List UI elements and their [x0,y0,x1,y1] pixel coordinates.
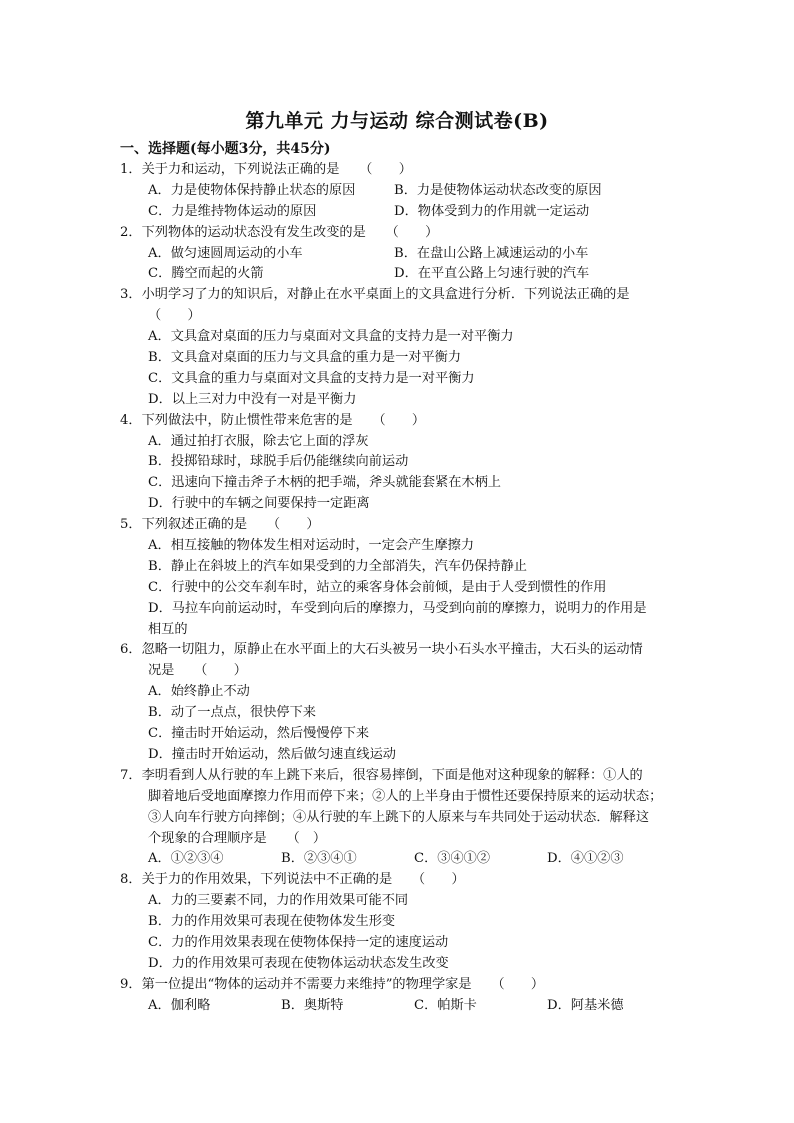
question-stem-text: 况是 （ ） [148,663,247,679]
option-row [120,996,680,1017]
question-stem-text: 脚着地后受地面摩擦力作用而停下来；②人的上半身由于惯性还要保持原来的运动状态； [148,788,663,804]
question-2 [120,223,680,286]
question-stem-text: 小明学习了力的知识后，对静止在水平桌面上的文具盒进行分析．下列说法正确的是 [141,287,630,303]
answer-option: B．动了一点点，很快停下来 [148,705,316,721]
answer-option: C．力的作用效果表现在使物体保持一定的速度运动 [148,934,449,950]
answer-option: 相互的 [148,621,188,637]
answer-option: C．③④①② [414,851,491,867]
answer-option: B．奥斯特 [281,997,344,1013]
question-stem [120,766,680,787]
question-stem [120,787,680,808]
question-number: 6． [120,642,142,658]
answer-option: A．①②③④ [148,851,224,867]
question-stem [120,223,680,244]
question-5 [120,515,680,640]
answer-option: C．行驶中的公交车刹车时，站立的乘客身体会前倾，是由于人受到惯性的作用 [148,579,607,595]
question-6 [120,640,680,765]
question-1 [120,160,680,223]
answer-option: C．撞击时开始运动，然后慢慢停下来 [148,726,370,742]
answer-option: D．④①②③ [547,851,624,867]
question-stem-text: （ ） [148,308,201,324]
answer-option: C．迅速向下撞击斧子木柄的把手端，斧头就能套紧在木柄上 [148,475,501,491]
option-row [120,181,680,202]
question-number: 1． [120,162,142,177]
question-stem-text: 下列叙述正确的是 （ ） [141,517,320,533]
answer-option: D．撞击时开始运动，然后做匀速直线运动 [148,746,396,762]
answer-option: D．物体受到力的作用就一定运动 [394,203,590,219]
answer-option: C．帕斯卡 [414,997,477,1013]
answer-option: B．力是使物体运动状态改变的原因 [394,182,602,198]
answer-option: D．在平直公路上匀速行驶的汽车 [394,266,590,282]
answer-option: D．行驶中的车辆之间要保持一定距离 [148,496,370,512]
question-stem [120,661,680,682]
question-stem [120,870,680,891]
answer-option: D．力的作用效果可表现在使物体运动状态发生改变 [148,955,449,971]
option-row [120,849,680,870]
answer-option: A．伽利略 [148,997,211,1013]
answer-option: A．相互接触的物体发生相对运动时，一定会产生摩擦力 [148,538,475,554]
question-number: 3． [120,287,142,303]
page-title: 第九单元 力与运动 综合测试卷(B) [245,110,549,132]
question-9 [120,975,680,1017]
answer-option: C．腾空而起的火箭 [148,266,264,282]
answer-option: B．在盘山公路上减速运动的小车 [394,245,589,261]
question-stem [120,285,680,306]
answer-option: C．文具盒的重力与桌面对文具盒的支持力是一对平衡力 [148,370,475,386]
question-number: 8． [120,872,142,888]
question-stem-text: 李明看到人从行驶的车上跳下来后，很容易摔倒，下面是他对这种现象的解释：①人的 [141,767,643,783]
question-stem-text: 下列物体的运动状态没有发生改变的是 （ ） [141,224,439,240]
question-list [120,160,680,1017]
question-stem-text: 关于力的作用效果，下列说法中不正确的是 （ ） [141,872,465,888]
question-stem-text: 下列做法中，防止惯性带来危害的是 （ ） [141,412,426,428]
question-stem-text: 第一位提出“物体的运动并不需要力来维持”的物理学家是 （ ） [141,976,545,992]
answer-option: D．阿基米德 [547,997,624,1013]
option-row [120,264,680,285]
question-stem [120,808,680,829]
answer-option: A．始终静止不动 [148,684,250,700]
answer-option: A．力是使物体保持静止状态的原因 [148,182,356,198]
question-number: 7． [120,767,142,783]
answer-option: B．投掷铅球时，球脱手后仍能继续向前运动 [148,454,409,470]
question-stem-text: ③人向车行驶方向摔倒；④从行驶的车上跳下的人原来与车共同处于运动状态．解释这 [148,809,650,825]
answer-option: B．②③④① [281,851,357,867]
question-stem [120,975,680,996]
answer-option: D．以上三对力中没有一对是平衡力 [148,391,357,407]
answer-option: B．静止在斜坡上的汽车如果受到的力全部消失，汽车仍保持静止 [148,558,527,574]
question-number: 4． [120,412,142,428]
question-number: 2． [120,224,142,240]
question-stem-text: 关于力和运动，下列说法正确的是 （ ） [141,162,412,177]
question-stem [120,306,680,327]
answer-option: D．马拉车向前运动时，车受到向后的摩擦力，马受到向前的摩擦力，说明力的作用是 [148,600,647,616]
question-stem [120,515,680,536]
question-number: 9． [120,976,142,992]
option-row [120,202,680,223]
question-stem [120,160,680,181]
question-4 [120,411,680,515]
option-row [120,244,680,265]
section-heading: 一、选择题(每小题3分，共45分) [120,141,331,157]
question-3 [120,285,680,410]
answer-option: A．做匀速圆周运动的小车 [148,245,303,261]
question-number: 5． [120,517,142,533]
question-stem [120,411,680,432]
answer-option: C．力是维持物体运动的原因 [148,203,317,219]
question-stem-text: 忽略一切阻力，原静止在水平面上的大石头被另一块小石头水平撞击，大石头的运动情 [141,642,643,658]
question-8 [120,870,680,974]
answer-option: A．通过拍打衣服，除去它上面的浮灰 [148,433,369,449]
answer-option: A．力的三要素不同，力的作用效果可能不同 [148,893,409,909]
question-stem-text: 个现象的合理顺序是 （ ） [148,830,327,846]
question-stem [120,640,680,661]
question-stem [120,829,680,850]
answer-option: A．文具盒对桌面的压力与桌面对文具盒的支持力是一对平衡力 [148,329,514,345]
answer-option: B．文具盒对桌面的压力与文具盒的重力是一对平衡力 [148,350,462,366]
question-7 [120,766,680,870]
answer-option: B．力的作用效果可表现在使物体发生形变 [148,914,396,930]
